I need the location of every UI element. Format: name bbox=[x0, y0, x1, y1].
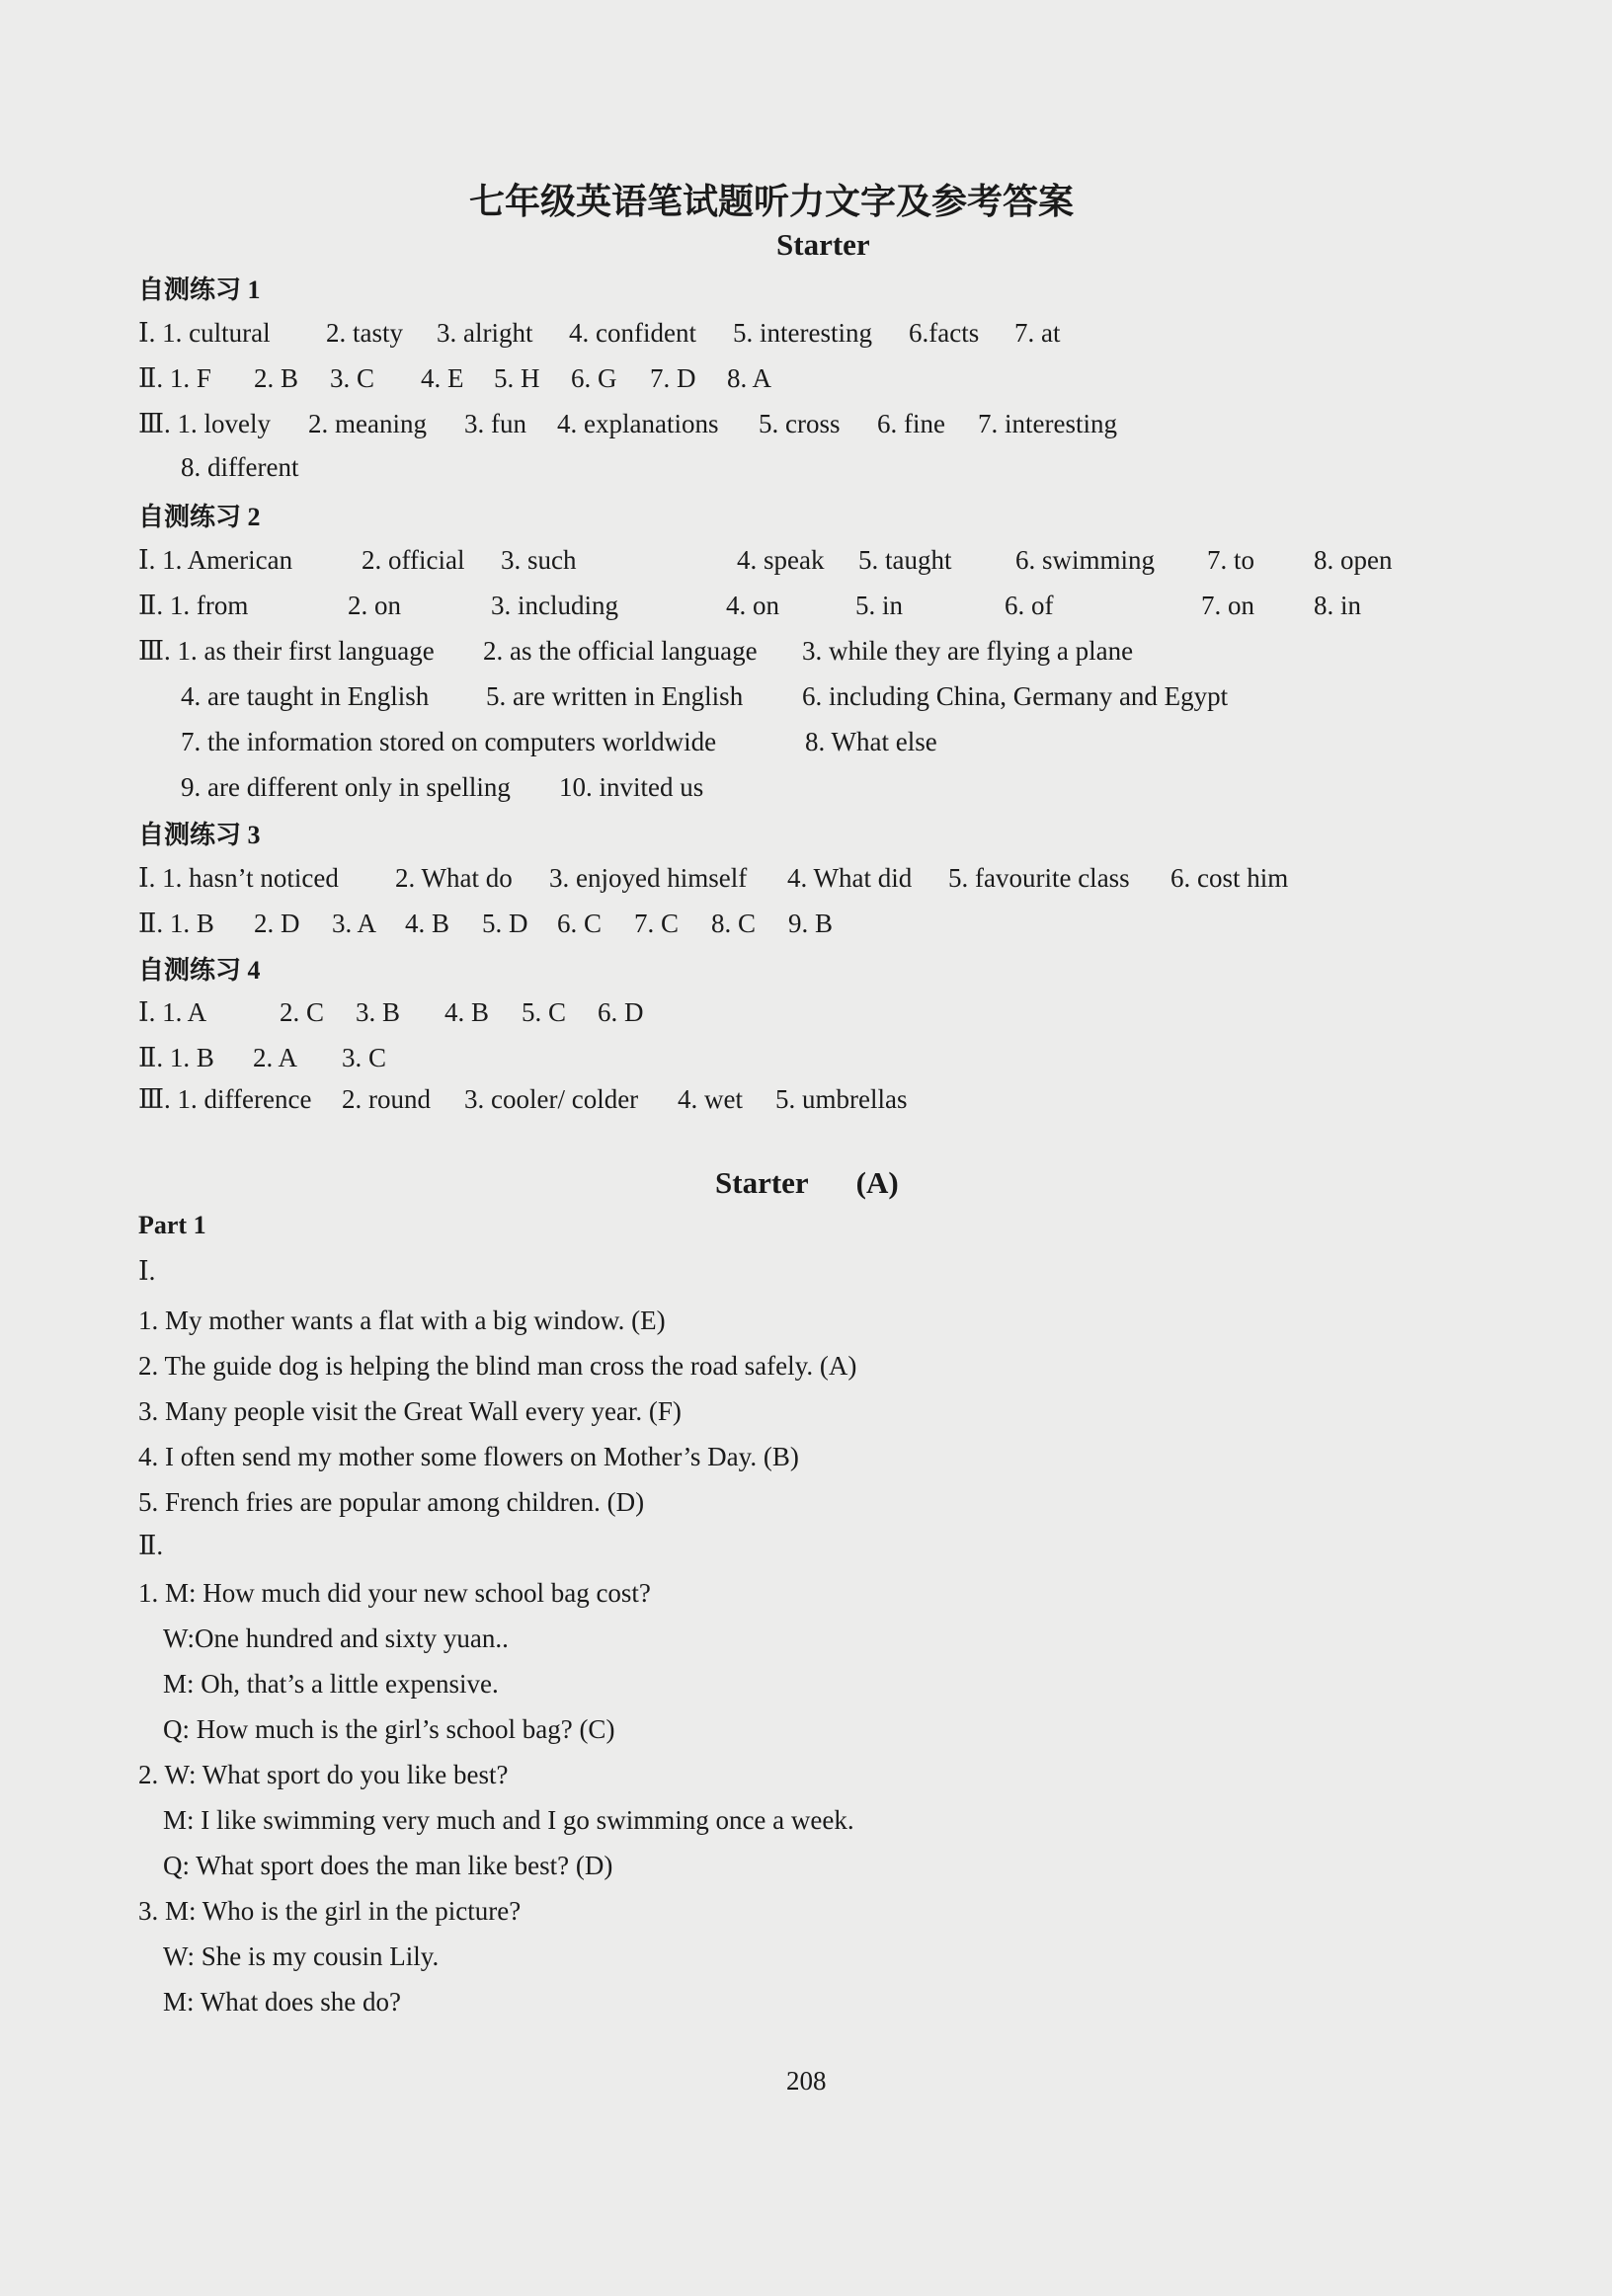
dialogue-line: 3. M: Who is the girl in the picture? bbox=[138, 1896, 522, 1926]
answer: 5. D bbox=[482, 909, 528, 938]
answer: 3. including bbox=[491, 591, 618, 620]
answer: 8. open bbox=[1314, 545, 1393, 575]
answer: 4. B bbox=[444, 997, 490, 1027]
answer: 2. round bbox=[342, 1084, 431, 1114]
answer: 3. B bbox=[356, 997, 401, 1027]
page-number: 208 bbox=[786, 2066, 827, 2096]
answer: 5. umbrellas bbox=[775, 1084, 908, 1114]
answer: 8. A bbox=[727, 363, 772, 393]
answer: 5. are written in English bbox=[486, 681, 744, 711]
answer: 4. on bbox=[726, 591, 779, 620]
section1-label: Ⅰ. bbox=[138, 1256, 156, 1286]
answer: 6. D bbox=[598, 997, 644, 1027]
answer: 4. wet bbox=[678, 1084, 743, 1114]
answer: 2. C bbox=[280, 997, 325, 1027]
answer: 2. B bbox=[254, 363, 299, 393]
answer: 5. cross bbox=[759, 409, 841, 438]
answer: 9. are different only in spelling bbox=[181, 772, 511, 802]
answer: 4. B bbox=[405, 909, 450, 938]
test2-heading: 自测练习 2 bbox=[138, 503, 261, 531]
answer: Ⅱ. 1. F bbox=[138, 363, 211, 393]
answer: 3. C bbox=[330, 363, 375, 393]
answer: 3. C bbox=[342, 1043, 387, 1072]
answer: 5. taught bbox=[858, 545, 952, 575]
section-title bbox=[715, 1165, 899, 1201]
answer: 4. What did bbox=[787, 863, 913, 893]
answer: 7. C bbox=[634, 909, 680, 938]
test3-heading: 自测练习 3 bbox=[138, 821, 261, 849]
answer: 4. are taught in English bbox=[181, 681, 430, 711]
answer: 2. D bbox=[254, 909, 300, 938]
answer: 7. on bbox=[1201, 591, 1254, 620]
answer: 5. favourite class bbox=[948, 863, 1130, 893]
answer: 3. A bbox=[332, 909, 377, 938]
answer: 2. on bbox=[348, 591, 401, 620]
answer: 6. G bbox=[571, 363, 617, 393]
answer: 3. enjoyed himself bbox=[549, 863, 748, 893]
answer: 6. including China, Germany and Egypt bbox=[802, 681, 1229, 711]
answer: 9. B bbox=[788, 909, 834, 938]
answer: Ⅱ. 1. from bbox=[138, 591, 249, 620]
answer: 4. confident bbox=[569, 318, 696, 348]
answer: 10. invited us bbox=[559, 772, 704, 802]
answer: 6. fine bbox=[877, 409, 945, 438]
dialogue-line: W: She is my cousin Lily. bbox=[163, 1941, 440, 1971]
dialogue-line: Q: How much is the girl’s school bag? (C) bbox=[163, 1714, 615, 1744]
part1-heading: Part 1 bbox=[138, 1211, 206, 1239]
answer: 2. as the official language bbox=[483, 636, 758, 666]
dialogue-line: Q: What sport does the man like best? (D) bbox=[163, 1851, 613, 1880]
test4-heading: 自测练习 4 bbox=[138, 956, 261, 985]
answer: Ⅱ. 1. B bbox=[138, 1043, 214, 1072]
answer: 2. What do bbox=[395, 863, 513, 893]
answer: Ⅰ. 1. American bbox=[138, 545, 293, 575]
page-title: 七年级英语笔试题听力文字及参考答案 bbox=[469, 182, 1075, 221]
dialogue-line: M: What does she do? bbox=[163, 1987, 401, 2017]
answer: 4. speak bbox=[737, 545, 825, 575]
listening-item: 5. French fries are popular among children. (D) bbox=[138, 1487, 645, 1517]
dialogue-line: W:One hundred and sixty yuan.. bbox=[163, 1623, 509, 1653]
answer: Ⅲ. 1. as their first language bbox=[138, 636, 435, 666]
answer: 6. C bbox=[557, 909, 603, 938]
section-title-suffix: (A) bbox=[855, 1165, 899, 1200]
answer: 8. different bbox=[181, 452, 299, 482]
answer: 4. explanations bbox=[557, 409, 719, 438]
dialogue-line: 2. W: What sport do you like best? bbox=[138, 1760, 509, 1789]
answer: 2. meaning bbox=[308, 409, 427, 438]
answer: 3. alright bbox=[437, 318, 533, 348]
answer: 8. in bbox=[1314, 591, 1362, 620]
answer: 2. tasty bbox=[326, 318, 403, 348]
answer: 7. at bbox=[1014, 318, 1061, 348]
answer: 5. interesting bbox=[733, 318, 872, 348]
answer: 3. while they are flying a plane bbox=[802, 636, 1134, 666]
answer: 8. What else bbox=[805, 727, 937, 756]
dialogue-line: M: I like swimming very much and I go swimming once a week. bbox=[163, 1805, 854, 1835]
section2-label: Ⅱ. bbox=[138, 1531, 164, 1560]
answer: 7. the information stored on computers worldwide bbox=[181, 727, 717, 756]
answer: 2. A bbox=[253, 1043, 298, 1072]
answer: 3. cooler/ colder bbox=[464, 1084, 639, 1114]
answer: Ⅲ. 1. difference bbox=[138, 1084, 312, 1114]
page-subtitle: Starter bbox=[776, 227, 870, 262]
listening-item: 1. My mother wants a flat with a big window. (E) bbox=[138, 1306, 666, 1335]
dialogue-line: M: Oh, that’s a little expensive. bbox=[163, 1669, 499, 1699]
test1-heading: 自测练习 1 bbox=[138, 276, 261, 304]
answer: 7. to bbox=[1207, 545, 1255, 575]
answer: 2. official bbox=[362, 545, 465, 575]
answer: Ⅰ. 1. hasn’t noticed bbox=[138, 863, 339, 893]
answer: 5. H bbox=[494, 363, 540, 393]
answer: 4. E bbox=[421, 363, 464, 393]
answer: 5. C bbox=[522, 997, 567, 1027]
answer: 5. in bbox=[855, 591, 904, 620]
answer: 7. D bbox=[650, 363, 696, 393]
answer: Ⅱ. 1. B bbox=[138, 909, 214, 938]
answer: 6. swimming bbox=[1015, 545, 1156, 575]
listening-item: 4. I often send my mother some flowers on Mother’s Day. (B) bbox=[138, 1442, 799, 1471]
answer: Ⅰ. 1. cultural bbox=[138, 318, 271, 348]
listening-item: 2. The guide dog is helping the blind man cross the road safely. (A) bbox=[138, 1351, 857, 1381]
answer: 3. fun bbox=[464, 409, 526, 438]
answer: Ⅰ. 1. A bbox=[138, 997, 207, 1027]
answer: 6. of bbox=[1005, 591, 1054, 620]
dialogue-line: 1. M: How much did your new school bag cost? bbox=[138, 1578, 651, 1608]
answer: 8. C bbox=[711, 909, 757, 938]
answer: Ⅲ. 1. lovely bbox=[138, 409, 272, 438]
answer: 6.facts bbox=[909, 318, 980, 348]
listening-item: 3. Many people visit the Great Wall every year. (F) bbox=[138, 1396, 682, 1426]
section-title-main: Starter bbox=[715, 1165, 809, 1200]
answer: 3. such bbox=[501, 545, 577, 575]
answer: 6. cost him bbox=[1170, 863, 1289, 893]
answer: 7. interesting bbox=[978, 409, 1117, 438]
